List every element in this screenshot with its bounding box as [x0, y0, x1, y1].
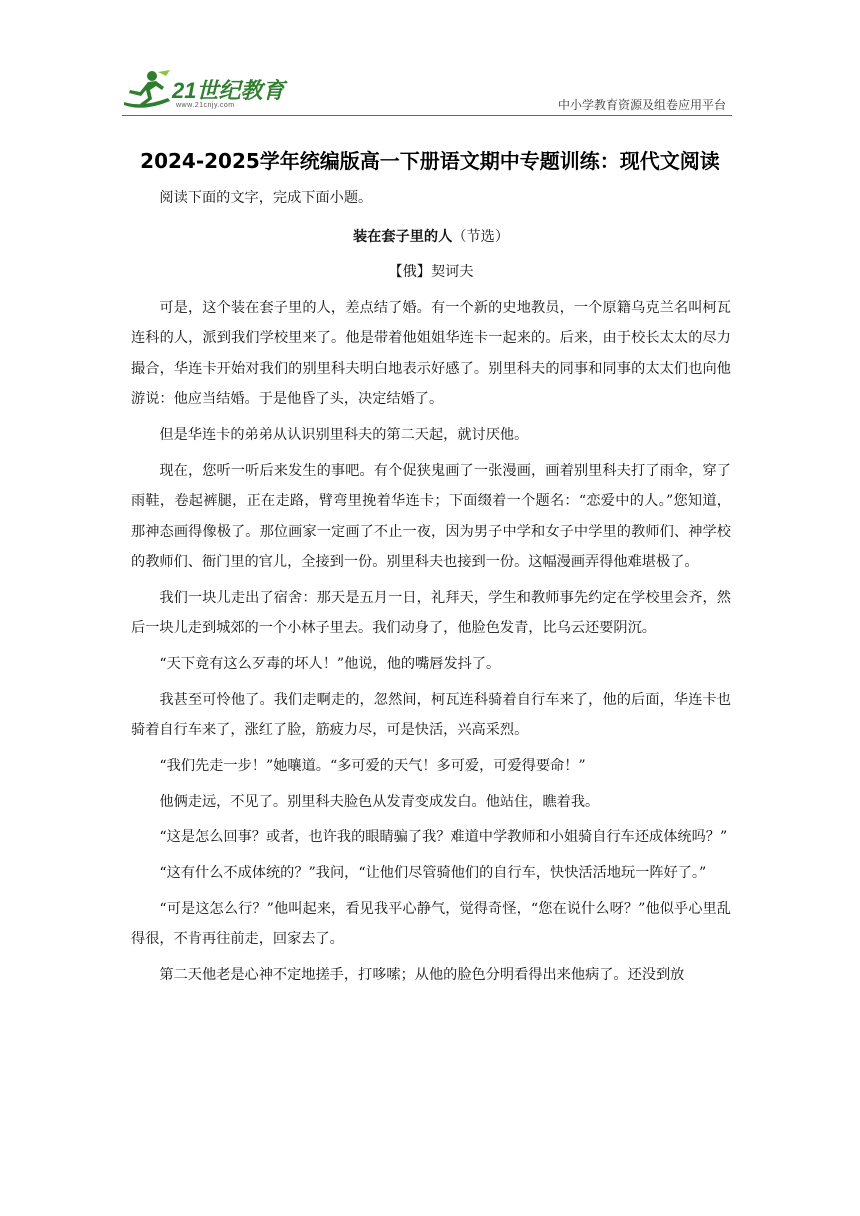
running-person-icon	[122, 68, 174, 112]
page-header	[122, 62, 732, 118]
paragraph: 他俩走远，不见了。别里科夫脸色从发青变成发白。他站住，瞧着我。	[159, 793, 600, 810]
story-author: 【俄】契诃夫	[388, 264, 474, 281]
paragraph: 可是，这个装在套子里的人，差点结了婚。有一个新的史地教员，一个原籍乌克兰名叫柯瓦连科的人，派到我们学校里来了。他是带着他姐姐华连卡一起来的。后来，由于校长太太的尽力撮合，华连卡开始对我们的别里科夫明白地表示好感了。别里科夫的同事和同事的太太们也向他游说：他应当结婚。于是他昏了头，决定结婚了。	[131, 299, 731, 408]
document-body	[131, 183, 731, 996]
paragraph: 我们一块儿走出了宿舍：那天是五月一日，礼拜天，学生和教师事先约定在学校里会齐，然后一块儿走到城郊的一个小林子里去。我们动身了，他脸色发青，比乌云还要阴沉。	[131, 589, 731, 637]
paragraph: 现在，您听一听后来发生的事吧。有个促狭鬼画了一张漫画，画着别里科夫打了雨伞，穿了雨鞋，卷起裤腿，正在走路，臂弯里挽着华连卡；下面缀着一个题名：“恋爱中的人。”您知道，那神态画得像极了。那位画家一定画了不止一夜，因为男子中学和女子中学里的教师们、神学校的教师们、衙门里的官儿，全接到一份。别里科夫也接到一份。这幅漫画弄得他难堪极了。	[131, 462, 731, 571]
logo-url: www.21cnjy.com	[176, 102, 235, 109]
story-title-main: 装在套子里的人	[352, 228, 453, 245]
instruction: 阅读下面的文字，完成下面小题。	[159, 190, 373, 206]
site-logo[interactable]	[122, 68, 292, 112]
paragraph: “我们先走一步！”她嚷道。“多可爱的天气！多可爱，可爱得要命！”	[159, 758, 586, 774]
paragraph: 但是华连卡的弟弟从认识别里科夫的第二天起，就讨厌他。	[159, 427, 529, 444]
paragraph: “这有什么不成体统的？”我问，“让他们尽管骑他们的自行车，快快活活地玩一阵好了。”	[159, 865, 707, 882]
paragraph: “可是这怎么行？”他叫起来，看见我平心静气，觉得奇怪，“您在说什么呀？”他似乎心里乱得很，不肯再往前走，回家去了。	[131, 900, 731, 948]
story-title-note: （节选）	[452, 228, 510, 245]
paragraph: 第二天他老是心神不定地搓手，打哆嗦；从他的脸色分明看得出来他病了。还没到放	[159, 966, 685, 983]
logo-text: 21世纪教育	[172, 78, 285, 103]
paragraph: “这是怎么回事？或者，也许我的眼睛骗了我？难道中学教师和小姐骑自行车还成体统吗？”	[159, 829, 728, 846]
page-title: 2024-2025学年统编版高一下册语文期中专题训练：现代文阅读	[140, 149, 720, 173]
paragraph: “天下竟有这么歹毒的坏人！”他说，他的嘴唇发抖了。	[159, 656, 501, 673]
header-divider	[122, 115, 732, 116]
platform-name: 中小学教育资源及组卷应用平台	[557, 98, 726, 112]
paragraph: 我甚至可怜他了。我们走啊走的，忽然间，柯瓦连科骑着自行车来了，他的后面，华连卡也骑着自行车来了，涨红了脸，筋疲力尽，可是快活，兴高采烈。	[131, 691, 731, 739]
story-title	[131, 222, 731, 253]
